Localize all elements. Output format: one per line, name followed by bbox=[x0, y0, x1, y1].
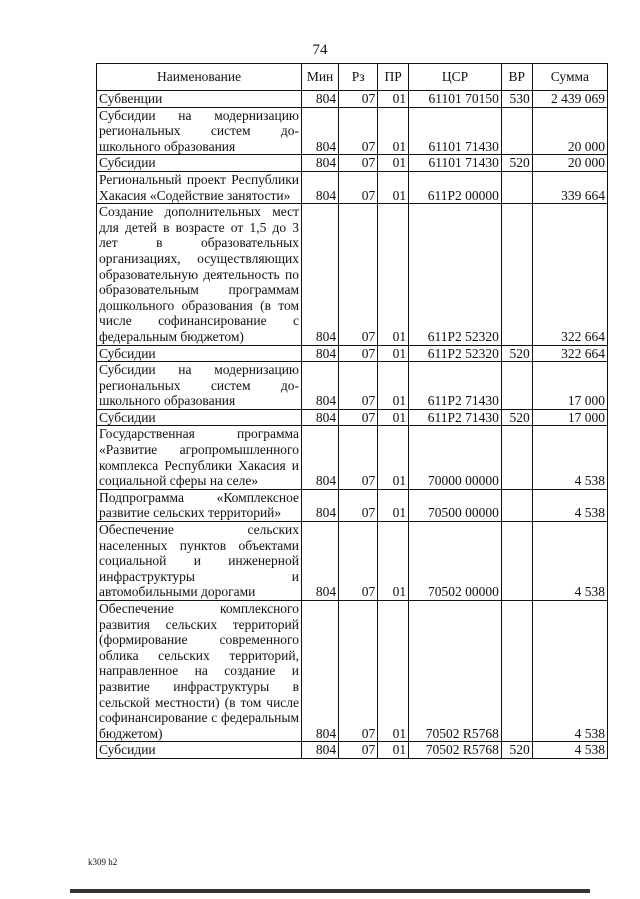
row-csr: 611P2 71430 bbox=[409, 409, 502, 426]
table-row bbox=[97, 171, 608, 203]
row-pr: 01 bbox=[378, 171, 409, 203]
row-rz: 07 bbox=[339, 155, 378, 172]
table-row bbox=[97, 155, 608, 172]
row-rz: 07 bbox=[339, 522, 378, 601]
row-pr: 01 bbox=[378, 409, 409, 426]
row-pr: 01 bbox=[378, 107, 409, 155]
row-rz: 07 bbox=[339, 345, 378, 362]
row-name: Субсидии bbox=[97, 155, 302, 172]
row-vr: 520 bbox=[501, 345, 532, 362]
row-csr: 61101 70150 bbox=[409, 91, 502, 108]
row-pr: 01 bbox=[378, 345, 409, 362]
header-sum: Сумма bbox=[532, 64, 607, 91]
row-csr: 611P2 52320 bbox=[409, 204, 502, 345]
row-name: Субсидии bbox=[97, 409, 302, 426]
row-min: 804 bbox=[302, 426, 339, 489]
row-csr: 611P2 52320 bbox=[409, 345, 502, 362]
header-rz: Рз bbox=[339, 64, 378, 91]
row-vr bbox=[501, 522, 532, 601]
row-csr: 70000 00000 bbox=[409, 426, 502, 489]
table-row bbox=[97, 426, 608, 489]
row-sum: 4 538 bbox=[532, 522, 607, 601]
table-row bbox=[97, 107, 608, 155]
table-row bbox=[97, 409, 608, 426]
row-name: Обеспечение сельских населенных пунктов объектами социальной и инженерной инфраструктуры и автомобильными дорогами bbox=[97, 522, 302, 601]
row-sum: 17 000 bbox=[532, 362, 607, 410]
table-row bbox=[97, 489, 608, 521]
row-csr: 61101 71430 bbox=[409, 107, 502, 155]
row-vr: 530 bbox=[501, 91, 532, 108]
row-name: Субсидии bbox=[97, 345, 302, 362]
table-row bbox=[97, 345, 608, 362]
row-sum: 322 664 bbox=[532, 345, 607, 362]
row-rz: 07 bbox=[339, 107, 378, 155]
row-sum: 4 538 bbox=[532, 742, 607, 759]
row-vr: 520 bbox=[501, 742, 532, 759]
row-rz: 07 bbox=[339, 204, 378, 345]
table-row bbox=[97, 204, 608, 345]
row-vr bbox=[501, 601, 532, 742]
row-rz: 07 bbox=[339, 426, 378, 489]
row-min: 804 bbox=[302, 204, 339, 345]
row-rz: 07 bbox=[339, 409, 378, 426]
row-pr: 01 bbox=[378, 204, 409, 345]
row-vr bbox=[501, 107, 532, 155]
row-csr: 70502 R5768 bbox=[409, 601, 502, 742]
row-rz: 07 bbox=[339, 362, 378, 410]
table-row bbox=[97, 91, 608, 108]
row-sum: 4 538 bbox=[532, 426, 607, 489]
row-vr: 520 bbox=[501, 409, 532, 426]
footer-code: k309 h2 bbox=[88, 857, 118, 867]
row-sum: 4 538 bbox=[532, 601, 607, 742]
row-min: 804 bbox=[302, 345, 339, 362]
row-name: Создание дополнительных мест для детей в возрасте от 1,5 до 3 лет в образовательных организациях, осуществляющих образовательную деятельность по образовательным программам дошкольного образования (в том числе софинансирование с федеральным бюджетом) bbox=[97, 204, 302, 345]
row-csr: 611P2 71430 bbox=[409, 362, 502, 410]
row-sum: 17 000 bbox=[532, 409, 607, 426]
scan-edge-bar bbox=[70, 889, 590, 893]
row-rz: 07 bbox=[339, 601, 378, 742]
row-name: Обеспечение комплексного развития сельских территорий (формирование современного облика сельских территорий, направленное на создание и развитие инфраструктуры в сельской местности) (в том числе софинансирование с федеральным бюджетом) bbox=[97, 601, 302, 742]
row-min: 804 bbox=[302, 522, 339, 601]
row-min: 804 bbox=[302, 742, 339, 759]
row-vr bbox=[501, 426, 532, 489]
table-row bbox=[97, 601, 608, 742]
row-pr: 01 bbox=[378, 601, 409, 742]
row-rz: 07 bbox=[339, 489, 378, 521]
row-name: Субсидии bbox=[97, 742, 302, 759]
row-sum: 339 664 bbox=[532, 171, 607, 203]
page-number: 74 bbox=[312, 42, 328, 58]
row-name: Государственная программа «Развитие агропромышленного комплекса Республики Хакасия и социальной сферы на селе» bbox=[97, 426, 302, 489]
row-vr bbox=[501, 489, 532, 521]
table-header-row bbox=[97, 64, 608, 91]
row-pr: 01 bbox=[378, 742, 409, 759]
row-csr: 70502 00000 bbox=[409, 522, 502, 601]
row-rz: 07 bbox=[339, 171, 378, 203]
budget-table bbox=[96, 63, 608, 759]
row-sum: 322 664 bbox=[532, 204, 607, 345]
row-name: Субсидии на модернизацию региональных систем до-школьного образования bbox=[97, 362, 302, 410]
row-name: Региональный проект Республики Хакасия «Содействие занятости» bbox=[97, 171, 302, 203]
row-pr: 01 bbox=[378, 489, 409, 521]
header-vr: ВР bbox=[501, 64, 532, 91]
row-sum: 20 000 bbox=[532, 107, 607, 155]
row-rz: 07 bbox=[339, 91, 378, 108]
row-rz: 07 bbox=[339, 742, 378, 759]
row-min: 804 bbox=[302, 489, 339, 521]
row-min: 804 bbox=[302, 91, 339, 108]
header-pr: ПР bbox=[378, 64, 409, 91]
row-pr: 01 bbox=[378, 522, 409, 601]
row-vr bbox=[501, 362, 532, 410]
row-min: 804 bbox=[302, 171, 339, 203]
row-sum: 4 538 bbox=[532, 489, 607, 521]
row-pr: 01 bbox=[378, 362, 409, 410]
row-name: Субвенции bbox=[97, 91, 302, 108]
table-row bbox=[97, 362, 608, 410]
row-min: 804 bbox=[302, 155, 339, 172]
row-min: 804 bbox=[302, 409, 339, 426]
row-min: 804 bbox=[302, 362, 339, 410]
row-pr: 01 bbox=[378, 155, 409, 172]
header-name: Наименование bbox=[97, 64, 302, 91]
header-csr: ЦСР bbox=[409, 64, 502, 91]
row-csr: 70500 00000 bbox=[409, 489, 502, 521]
header-min: Мин bbox=[302, 64, 339, 91]
row-name: Субсидии на модернизацию региональных систем до-школьного образования bbox=[97, 107, 302, 155]
table-row bbox=[97, 522, 608, 601]
row-sum: 20 000 bbox=[532, 155, 607, 172]
row-csr: 611P2 00000 bbox=[409, 171, 502, 203]
row-pr: 01 bbox=[378, 91, 409, 108]
row-sum: 2 439 069 bbox=[532, 91, 607, 108]
row-vr bbox=[501, 171, 532, 203]
row-csr: 61101 71430 bbox=[409, 155, 502, 172]
row-pr: 01 bbox=[378, 426, 409, 489]
row-min: 804 bbox=[302, 107, 339, 155]
row-vr bbox=[501, 204, 532, 345]
row-min: 804 bbox=[302, 601, 339, 742]
row-name: Подпрограмма «Комплексное развитие сельских территорий» bbox=[97, 489, 302, 521]
table-row bbox=[97, 742, 608, 759]
row-vr: 520 bbox=[501, 155, 532, 172]
row-csr: 70502 R5768 bbox=[409, 742, 502, 759]
